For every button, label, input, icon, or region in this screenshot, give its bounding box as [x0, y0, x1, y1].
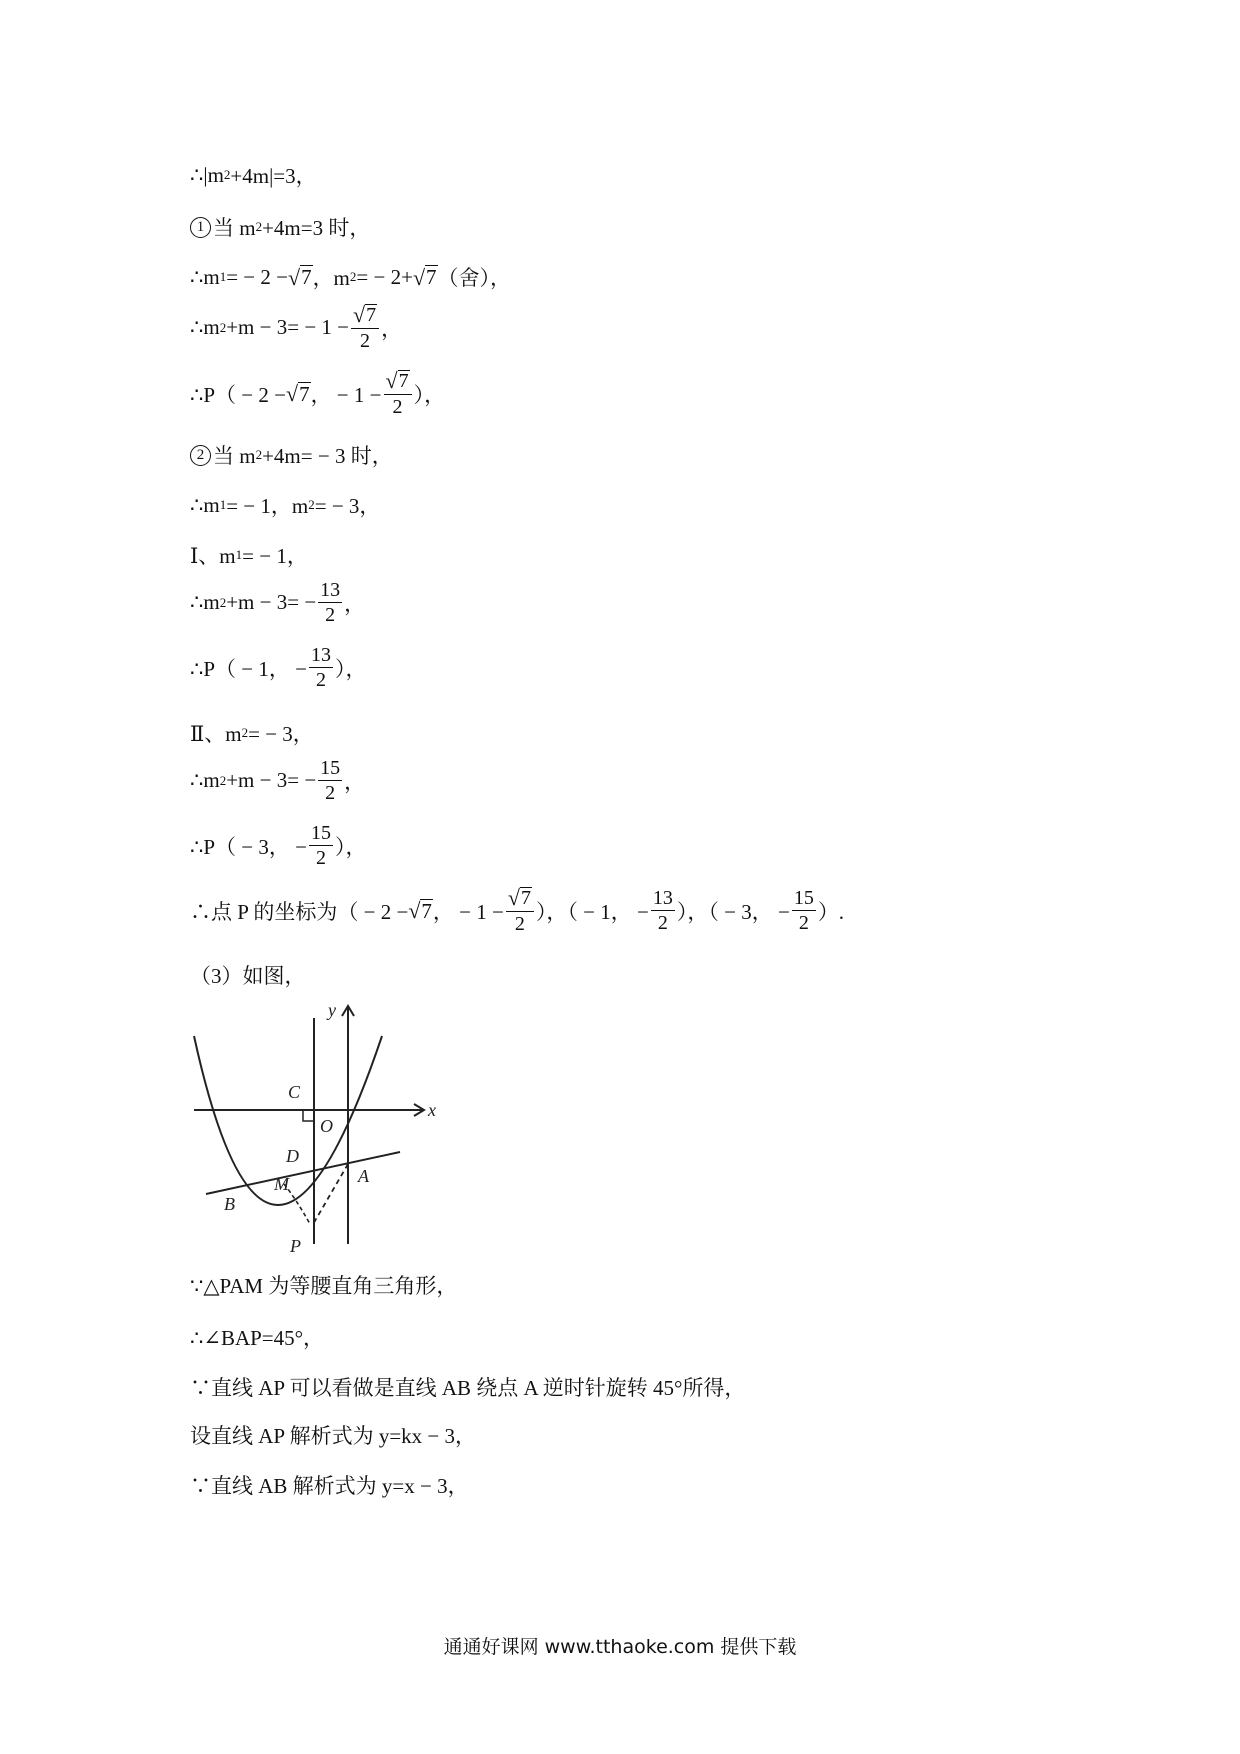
- subcase-1-heading: Ⅰ、m 1 = − 1，: [190, 544, 308, 568]
- solution-line-14: ∴点 P 的坐标为（ − 2 − √ 7 ， − 1 − √ 7 2 ），（ − 1， − $\frac{13}{2}$ ），（ − 3， − $\frac{15}{2}$ ）.: [190, 885, 845, 935]
- label-m: M: [274, 1174, 289, 1194]
- line-ap-dashed: [312, 1164, 348, 1226]
- fraction: $\frac{15}{2}$: [310, 822, 331, 869]
- parabola-figure: [188, 994, 448, 1259]
- case-1-heading: 1 当 m 2 +4m=3 时，: [190, 212, 370, 242]
- sqrt-expression: √ 7: [408, 898, 432, 924]
- label-a: A: [358, 1166, 369, 1186]
- solution-line-12: ∴m 2 +m − 3= − $\frac{15}{2}$ ，: [190, 757, 366, 804]
- case-2-heading: 2 当 m 2 +4m= − 3 时，: [190, 440, 393, 470]
- circled-number: 2: [190, 445, 211, 466]
- sqrt-expression: √ 7: [287, 264, 312, 290]
- solution-line-3: ∴m 1 = − 2 − √ 7 ，m 2 = − 2+ √ 7 （舍），: [190, 264, 512, 290]
- label-y: y: [328, 1000, 336, 1020]
- solution-line-7: ∴m 1 = − 1，m 2 = − 3，: [190, 492, 381, 518]
- label-b: B: [224, 1194, 235, 1214]
- fraction: √ 7 2: [351, 304, 379, 351]
- solution-line-17: ∴∠BAP=45°，: [190, 1326, 325, 1350]
- sqrt-expression: √ 7: [285, 381, 310, 407]
- line-ab: [206, 1152, 400, 1194]
- page-footer: 通通好课网 www.tthaoke.com 提供下载: [443, 1636, 797, 1658]
- circled-number: 1: [190, 217, 211, 238]
- solution-line-19: 设直线 AP 解析式为 y=kx − 3，: [190, 1424, 477, 1448]
- label-o: O: [320, 1116, 333, 1136]
- solution-line-4: ∴m 2 +m − 3= − 1 − √ 7 2 ，: [190, 302, 403, 352]
- fraction: $\frac{15}{2}$: [320, 757, 341, 804]
- label-x: x: [428, 1100, 436, 1120]
- fraction: $\frac{13}{2}$: [320, 579, 341, 626]
- solution-line-9: ∴m 2 +m − 3= − $\frac{13}{2}$ ，: [190, 579, 366, 626]
- label-p: P: [290, 1236, 301, 1256]
- solution-line-20: ∵直线 AB 解析式为 y=x − 3，: [190, 1474, 469, 1498]
- solution-line-13: ∴P（ − 3， − $\frac{15}{2}$ ），: [190, 822, 367, 869]
- label-d: D: [286, 1146, 299, 1166]
- right-angle-mark: [303, 1110, 314, 1121]
- fraction: $\frac{15}{2}$: [793, 887, 814, 934]
- fraction: √ 7 2: [506, 887, 534, 934]
- fraction: $\frac{13}{2}$: [310, 644, 331, 691]
- label-c: C: [288, 1082, 301, 1102]
- part-3-heading: （3）如图，: [190, 964, 306, 988]
- subcase-2-heading: Ⅱ、m 2 = − 3，: [190, 722, 314, 746]
- sqrt-expression: √ 7: [412, 264, 437, 290]
- solution-line-10: ∴P（ − 1， − $\frac{13}{2}$ ），: [190, 644, 367, 691]
- fraction: √ 7 2: [384, 370, 412, 417]
- solution-line-5: ∴P（ − 2 − √ 7 ， − 1 − √ 7 2 ），: [190, 368, 446, 418]
- solution-line-18: ∵直线 AP 可以看做是直线 AB 绕点 A 逆时针旋转 45°所得，: [190, 1376, 746, 1400]
- solution-line-1: ∴|m 2 +4m|=3，: [190, 162, 317, 188]
- fraction: $\frac{13}{2}$: [652, 887, 673, 934]
- solution-line-16: ∵△PAM 为等腰直角三角形，: [190, 1274, 458, 1298]
